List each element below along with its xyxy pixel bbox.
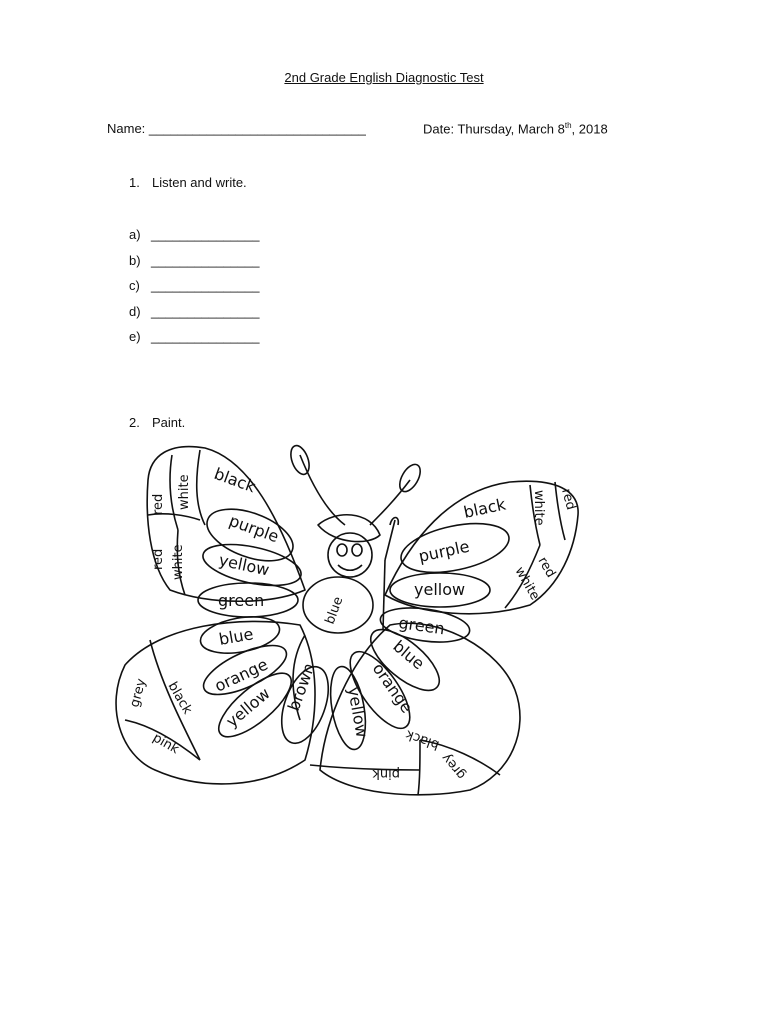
label-yellow: yellow [344, 685, 372, 739]
page-title: 2nd Grade English Diagnostic Test [284, 70, 484, 85]
name-blank: ______________________________ [148, 121, 366, 136]
label-green: green [397, 613, 446, 639]
label-red: red [151, 493, 166, 515]
label-blue: blue [322, 594, 347, 627]
answer-label: b) [129, 252, 141, 268]
question-1 [129, 175, 247, 190]
label-red: red [534, 554, 559, 581]
answer-label: e) [129, 329, 141, 345]
upper-right-labels [397, 487, 578, 638]
answer-blank: _______________ [151, 278, 260, 294]
label-purple: purple [226, 510, 282, 547]
answer-blank: _______________ [151, 252, 260, 268]
label-orange: orange [368, 659, 417, 717]
label-blue: blue [389, 636, 429, 674]
butterfly-coloring-picture [105, 440, 585, 815]
answer-label: c) [129, 278, 140, 294]
answer-row-d [129, 304, 259, 330]
label-white: white [531, 490, 546, 526]
answer-label: a) [129, 227, 141, 242]
label-yellow: yellow [222, 683, 274, 732]
question-1-text: Listen and write. [152, 175, 247, 190]
label-green: green [218, 591, 265, 610]
lower-left-labels [127, 624, 318, 757]
name-field [107, 121, 366, 136]
answer-row-b [129, 253, 259, 279]
answer-list [129, 227, 259, 355]
date-ordinal: th [564, 121, 572, 130]
answer-blank: _______________ [151, 227, 260, 242]
question-2-number: 2. [129, 415, 140, 430]
answer-row-a [129, 227, 259, 253]
lower-right-wing [310, 619, 520, 795]
label-pink: pink [372, 766, 400, 781]
label-white: white [171, 544, 186, 580]
label-grey: grey [127, 677, 150, 710]
answer-row-e [129, 329, 259, 355]
label-pink: pink [150, 730, 182, 758]
answer-blank: _______________ [151, 329, 260, 345]
label-yellow: yellow [414, 580, 466, 599]
label-purple: purple [416, 536, 472, 566]
question-1-number: 1. [129, 175, 140, 190]
date-prefix: Date: Thursday, March 8 [423, 121, 565, 137]
date-year: , 2018 [571, 121, 608, 137]
label-black: black [403, 726, 442, 753]
label-black: black [461, 494, 508, 522]
label-white: white [177, 474, 192, 510]
label-red: red [151, 548, 166, 570]
answer-row-c [129, 278, 259, 304]
answer-label: d) [129, 303, 141, 319]
label-brown: brown [283, 660, 319, 714]
label-black: black [211, 463, 259, 497]
label-blue: blue [217, 624, 255, 649]
label-black: black [164, 679, 195, 717]
answer-blank: _______________ [151, 303, 260, 319]
label-orange: orange [211, 654, 271, 696]
question-2-text: Paint. [152, 415, 186, 430]
date-field [423, 121, 608, 136]
name-label: Name: [107, 121, 146, 136]
label-red: red [558, 487, 579, 512]
question-2 [129, 415, 185, 430]
label-grey: grey [438, 750, 470, 783]
label-white: white [511, 564, 543, 603]
body-label [323, 595, 347, 627]
lower-right-labels [344, 637, 469, 783]
label-yellow: yellow [217, 550, 272, 580]
